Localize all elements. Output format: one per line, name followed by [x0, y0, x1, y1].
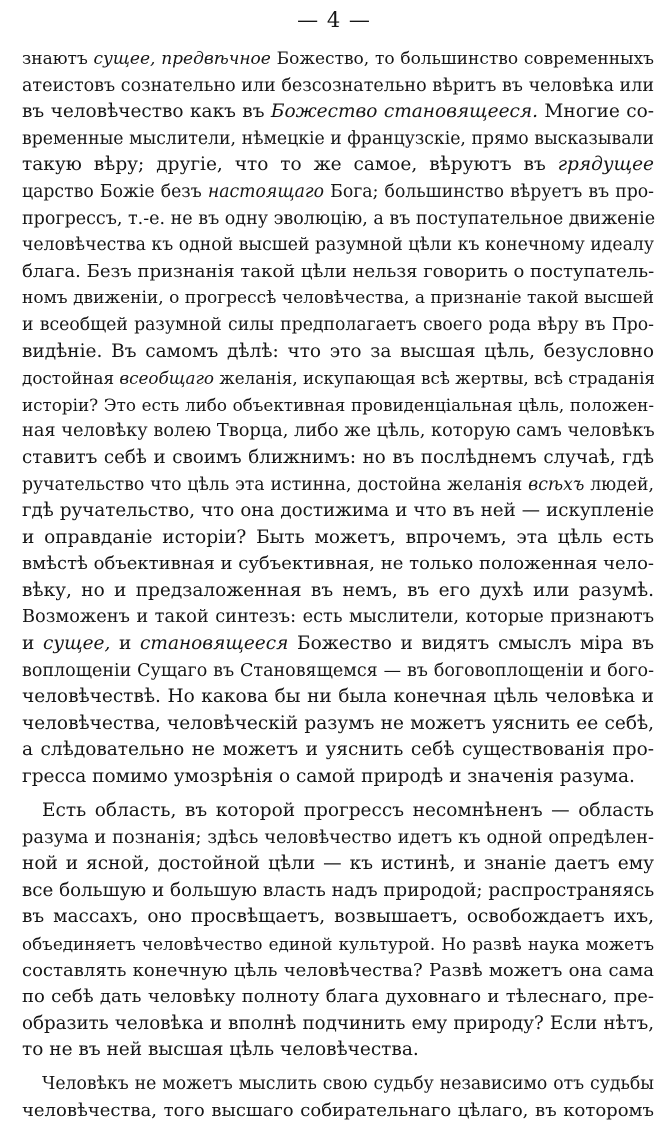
text-segment: Божество, то большинство современныхъ	[270, 49, 654, 69]
paragraph-2	[22, 798, 654, 1064]
text-line	[22, 99, 654, 126]
text-segment: Возможенъ и такой синтезъ: есть мыслители, которые признаютъ	[22, 607, 654, 628]
text-segment: человѣчества, человѣческiй разумъ не можетъ уяснить ее себѣ,	[22, 712, 654, 734]
text-line	[22, 498, 654, 525]
text-line	[22, 851, 654, 878]
italic-text: становящееся	[140, 633, 289, 655]
text-segment: образить человѣка и вполнѣ подчинить ему природу? Если нѣтъ,	[22, 1012, 654, 1034]
text-segment: воплощенiи Сущаго въ Становящемся — въ боговоплощенiи и бого-	[22, 660, 654, 681]
text-line	[22, 525, 654, 552]
text-line	[22, 764, 654, 791]
text-line	[22, 206, 654, 233]
text-line	[22, 126, 654, 153]
text-line	[22, 472, 654, 499]
text-segment: человѣчества, того высшаго собирательнаго цѣлаго, въ которомъ	[22, 1099, 654, 1121]
text-segment: и оправданiе исторiи? Быть можетъ, впрочемъ, эта цѣль есть	[22, 526, 654, 548]
text-line	[22, 46, 654, 73]
text-segment: вѣку, но и предзаложенная въ немъ, въ его духѣ или разумѣ.	[22, 579, 654, 601]
text-segment: и всеобщей разумной силы предполагаетъ своего рода вѣру въ Про-	[22, 314, 654, 335]
text-segment: человѣчества къ одной высшей разумной цѣли къ конечному идеалу	[22, 235, 654, 256]
text-line	[22, 798, 654, 825]
text-line	[22, 445, 654, 472]
text-line	[22, 1071, 654, 1098]
text-line	[22, 984, 654, 1011]
text-segment: царство Божiе безъ	[22, 181, 208, 202]
text-line	[22, 825, 654, 852]
text-segment: прогрессъ, т.-е. не въ одну эволюцiю, а въ поступательное движенiе	[22, 208, 656, 229]
text-line	[22, 1098, 654, 1125]
text-segment: ной и ясной, достойной цѣли — къ истинѣ, и знанiе даетъ ему	[22, 853, 654, 875]
text-segment: временные мыслители, нѣмецкiе и французскiе, прямо высказывали	[22, 128, 654, 149]
text-line	[22, 418, 654, 445]
text-segment: достойная	[22, 368, 120, 389]
text-segment: въ человѣчество какъ въ	[22, 101, 271, 123]
text-segment: человѣчествѣ. Но какова бы ни была конечная цѣль человѣка и	[22, 686, 654, 708]
text-segment: номъ движенiи, о прогрессѣ человѣчества, а признанiе такой высшей	[22, 288, 654, 309]
page-number: — 4 —	[297, 8, 371, 32]
text-line	[22, 1037, 654, 1064]
text-line	[22, 1011, 654, 1038]
text-segment: такую вѣру; другiе, что то же самое, вѣруютъ въ	[22, 154, 558, 176]
text-line	[22, 878, 654, 905]
text-segment: разума и познанiя; здѣсь человѣчество идетъ къ одной опредѣлен-	[22, 827, 654, 848]
text-line	[22, 365, 654, 392]
text-line	[22, 285, 654, 312]
text-segment: вмѣстѣ объективная и субъективная, не только положенная чело-	[22, 553, 654, 575]
text-line	[22, 312, 654, 339]
text-segment: ставитъ себѣ и своимъ ближнимъ: но въ послѣднемъ случаѣ, гдѣ	[22, 446, 654, 468]
text-line	[22, 958, 654, 985]
text-segment: Бога; большинство вѣруетъ въ про-	[324, 181, 654, 202]
paragraph-1	[22, 46, 654, 791]
text-segment: атеистовъ сознательно или безсознательно вѣритъ въ человѣка или	[22, 75, 654, 96]
text-segment: то не въ ней высшая цѣль человѣчества.	[22, 1039, 419, 1061]
text-line	[22, 604, 654, 631]
text-line	[22, 931, 654, 958]
text-segment: все большую и большую власть надъ природой; распространяясь	[22, 879, 655, 901]
text-segment: знаютъ	[22, 49, 94, 69]
text-segment: въ массахъ, оно просвѣщаетъ, возвышаетъ, освобождаетъ ихъ,	[22, 906, 654, 928]
text-line	[22, 179, 654, 206]
text-line	[22, 339, 654, 366]
text-line	[22, 152, 654, 179]
text-line	[22, 711, 654, 738]
italic-text: грядущее	[557, 154, 654, 176]
italic-text: сущее, предвѣчное	[93, 49, 271, 69]
paragraph-3	[22, 1071, 654, 1124]
text-segment: а слѣдовательно не можетъ и уяснить себѣ существованiя про-	[22, 739, 654, 761]
text-line	[22, 737, 654, 764]
text-segment: видѣнiе. Въ самомъ дѣлѣ: что это за высшая цѣль, безусловно	[22, 340, 654, 362]
text-segment: и	[110, 633, 141, 655]
text-segment: составлять конечную цѣль человѣчества? Развѣ можетъ она сама	[22, 959, 654, 981]
text-segment: ручательство что цѣль эта истинна, достойна желанiя	[22, 474, 529, 495]
text-segment: гдѣ ручательство, что она достижима и что въ ней — искупленiе	[22, 500, 654, 522]
text-line	[22, 232, 654, 259]
text-line	[22, 904, 654, 931]
text-segment: блага. Безъ признанiя такой цѣли нельзя говорить о поступатель-	[22, 260, 655, 282]
text-segment: Многие со-	[538, 101, 654, 123]
text-line	[22, 631, 654, 658]
text-line	[22, 392, 654, 419]
italic-text: сущее,	[43, 633, 111, 655]
text-segment: по себѣ дать человѣку полноту блага духовнаго и тѣлеснаго, пре-	[22, 986, 654, 1008]
text-segment: ная человѣку волею Творца, либо же цѣль, которую самъ человѣкъ	[22, 421, 655, 442]
italic-text: всѣхъ	[528, 474, 585, 495]
text-segment: Божество и видятъ смыслъ мiра въ	[288, 633, 655, 655]
text-segment: желанiя, искупающая всѣ жертвы, всѣ страданiя	[214, 368, 655, 389]
text-segment: Есть область, въ которой прогрессъ несомнѣненъ — область	[42, 800, 654, 821]
text-line	[22, 578, 654, 605]
text-line	[22, 259, 654, 286]
italic-text: Божество становящееся.	[270, 101, 539, 123]
text-segment: Человѣкъ не можетъ мыслить свою судьбу независимо отъ судьбы	[42, 1074, 654, 1094]
text-line	[22, 551, 654, 578]
text-segment: и	[22, 633, 43, 655]
italic-text: всеобщаго	[119, 368, 214, 389]
text-segment: объединяетъ человѣчество единой культурой. Но развѣ наука можетъ	[22, 933, 654, 954]
text-line	[22, 684, 654, 711]
italic-text: настоящаго	[207, 181, 325, 202]
text-segment: гресса помимо умозрѣнiя о самой природѣ и значенiя разума.	[22, 766, 635, 788]
text-segment: исторiи? Это есть либо объективная провиденцiальная цѣль, положен-	[22, 394, 654, 415]
text-line	[22, 658, 654, 685]
text-line	[22, 73, 654, 100]
text-segment: людей,	[584, 474, 654, 495]
